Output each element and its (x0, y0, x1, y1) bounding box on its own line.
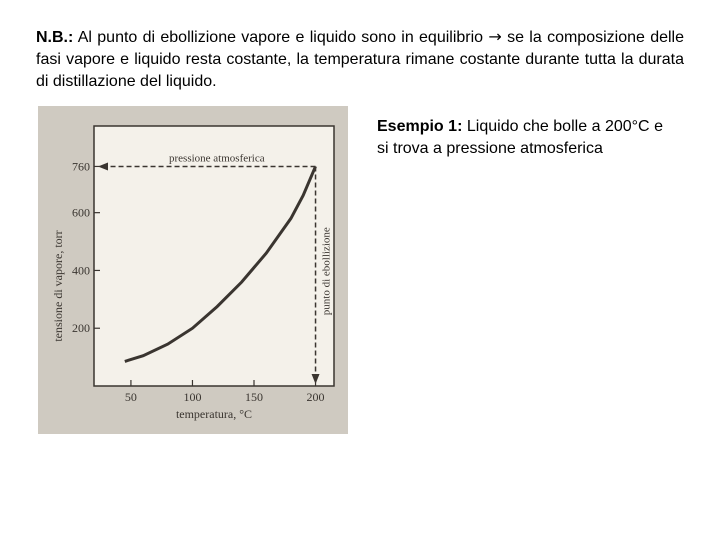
y-axis-label: tensione di vapore, torr (51, 230, 65, 342)
plot-area (94, 126, 334, 386)
note-label: N.B.: (36, 29, 74, 46)
x-tick-label: 150 (245, 390, 263, 404)
right-arrow-icon: → (488, 27, 502, 46)
y-tick-label: 600 (72, 205, 90, 220)
boiling-point-figure (38, 106, 348, 434)
x-axis-label: temperatura, °C (175, 407, 253, 421)
x-tick-label: 200 (306, 390, 325, 404)
y-tick-label: 200 (72, 321, 90, 336)
note-text-part2: se la composizione delle fasi vapore e liquido resta costante, la temperatura rimane costante durante tutta la durata di distillazione del liquido. (36, 29, 685, 90)
example-paragraph (377, 116, 663, 160)
atmospheric-pressure-label: pressione atmosferica (169, 152, 265, 165)
y-tick-label: 400 (72, 263, 90, 278)
y-tick-label: 760 (72, 159, 90, 174)
vapor-pressure-chart (38, 106, 348, 434)
example-text: Liquido che bolle a 200°C e si trova a pressione atmosferica (377, 118, 664, 157)
boiling-point-label: punto di ebollizione (320, 227, 333, 316)
note-text-part1: Al punto di ebollizione vapore e liquido sono in equilibrio (77, 29, 484, 46)
x-tick-label: 100 (183, 390, 202, 404)
x-tick-label: 50 (124, 390, 137, 404)
intro-paragraph (36, 26, 684, 93)
example-label: Esempio 1: (377, 118, 463, 135)
